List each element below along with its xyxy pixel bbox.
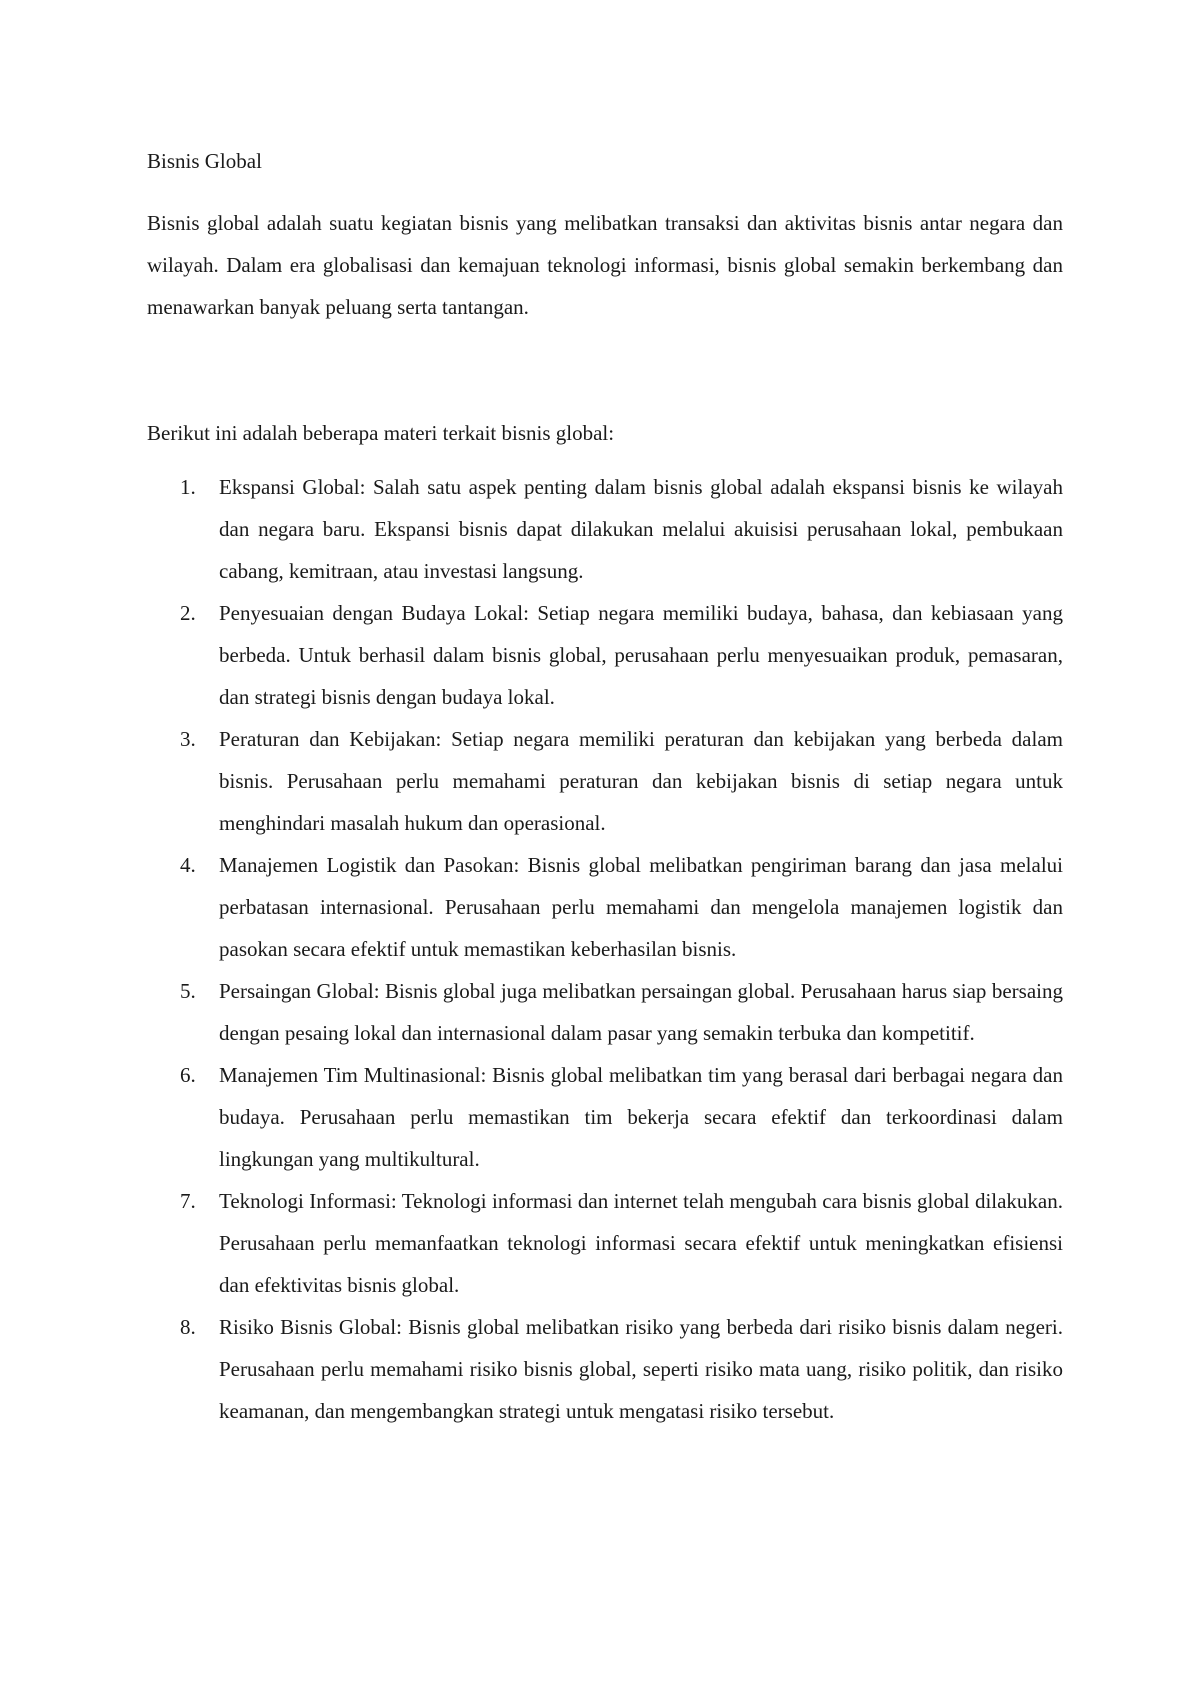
list-item-number: 5.	[180, 979, 196, 1003]
list-item-number: 2.	[180, 601, 196, 625]
list-item-text: Teknologi Informasi: Teknologi informasi dan internet telah mengubah cara bisnis global dilakukan. Perusahaan perlu memanfaatkan teknologi informasi secara efektif untuk meningkatkan efisiensi dan efektivitas bisnis global.	[219, 1189, 1063, 1297]
list-item	[147, 718, 1063, 844]
list-item	[147, 592, 1063, 718]
list-item-number: 1.	[180, 475, 196, 499]
list-lead-paragraph: Berikut ini adalah beberapa materi terkait bisnis global:	[147, 421, 615, 445]
document-body	[147, 140, 1063, 1432]
list-item	[147, 466, 1063, 592]
list-item-text: Persaingan Global: Bisnis global juga melibatkan persaingan global. Perusahaan harus siap bersaing dengan pesaing lokal dan internasional dalam pasar yang semakin terbuka dan kompetitif.	[219, 979, 1063, 1045]
list-item-text: Manajemen Tim Multinasional: Bisnis global melibatkan tim yang berasal dari berbagai negara dan budaya. Perusahaan perlu memastikan tim bekerja secara efektif dan terkoordinasi dalam lingkungan yang multikultural.	[219, 1063, 1063, 1171]
list-item	[147, 1306, 1063, 1432]
materi-list	[147, 466, 1063, 1432]
list-item-number: 4.	[180, 853, 196, 877]
list-item-number: 7.	[180, 1189, 196, 1213]
list-item-number: 8.	[180, 1315, 196, 1339]
list-item	[147, 844, 1063, 970]
list-item-text: Risiko Bisnis Global: Bisnis global melibatkan risiko yang berbeda dari risiko bisnis dalam negeri. Perusahaan perlu memahami risiko bisnis global, seperti risiko mata uang, risiko politik, dan risiko keamanan, dan mengembangkan strategi untuk mengatasi risiko tersebut.	[219, 1315, 1063, 1423]
list-item	[147, 1054, 1063, 1180]
document-title: Bisnis Global	[147, 149, 262, 173]
list-item	[147, 970, 1063, 1054]
list-item-number: 6.	[180, 1063, 196, 1087]
intro-paragraph: Bisnis global adalah suatu kegiatan bisnis yang melibatkan transaksi dan aktivitas bisnis antar negara dan wilayah. Dalam era globalisasi dan kemajuan teknologi informasi, bisnis global semakin berkembang dan menawarkan banyak peluang serta tantangan.	[147, 211, 1063, 319]
list-item-text: Manajemen Logistik dan Pasokan: Bisnis global melibatkan pengiriman barang dan jasa melalui perbatasan internasional. Perusahaan perlu memahami dan mengelola manajemen logistik dan pasokan secara efektif untuk memastikan keberhasilan bisnis.	[219, 853, 1063, 961]
list-item-text: Penyesuaian dengan Budaya Lokal: Setiap negara memiliki budaya, bahasa, dan kebiasaan yang berbeda. Untuk berhasil dalam bisnis global, perusahaan perlu menyesuaikan produk, pemasaran, dan strategi bisnis dengan budaya lokal.	[219, 601, 1063, 709]
list-item	[147, 1180, 1063, 1306]
list-item-number: 3.	[180, 727, 196, 751]
list-item-text: Peraturan dan Kebijakan: Setiap negara memiliki peraturan dan kebijakan yang berbeda dalam bisnis. Perusahaan perlu memahami peraturan dan kebijakan bisnis di setiap negara untuk menghindari masalah hukum dan operasional.	[219, 727, 1063, 835]
list-item-text: Ekspansi Global: Salah satu aspek penting dalam bisnis global adalah ekspansi bisnis ke wilayah dan negara baru. Ekspansi bisnis dapat dilakukan melalui akuisisi perusahaan lokal, pembukaan cabang, kemitraan, atau investasi langsung.	[219, 475, 1063, 583]
